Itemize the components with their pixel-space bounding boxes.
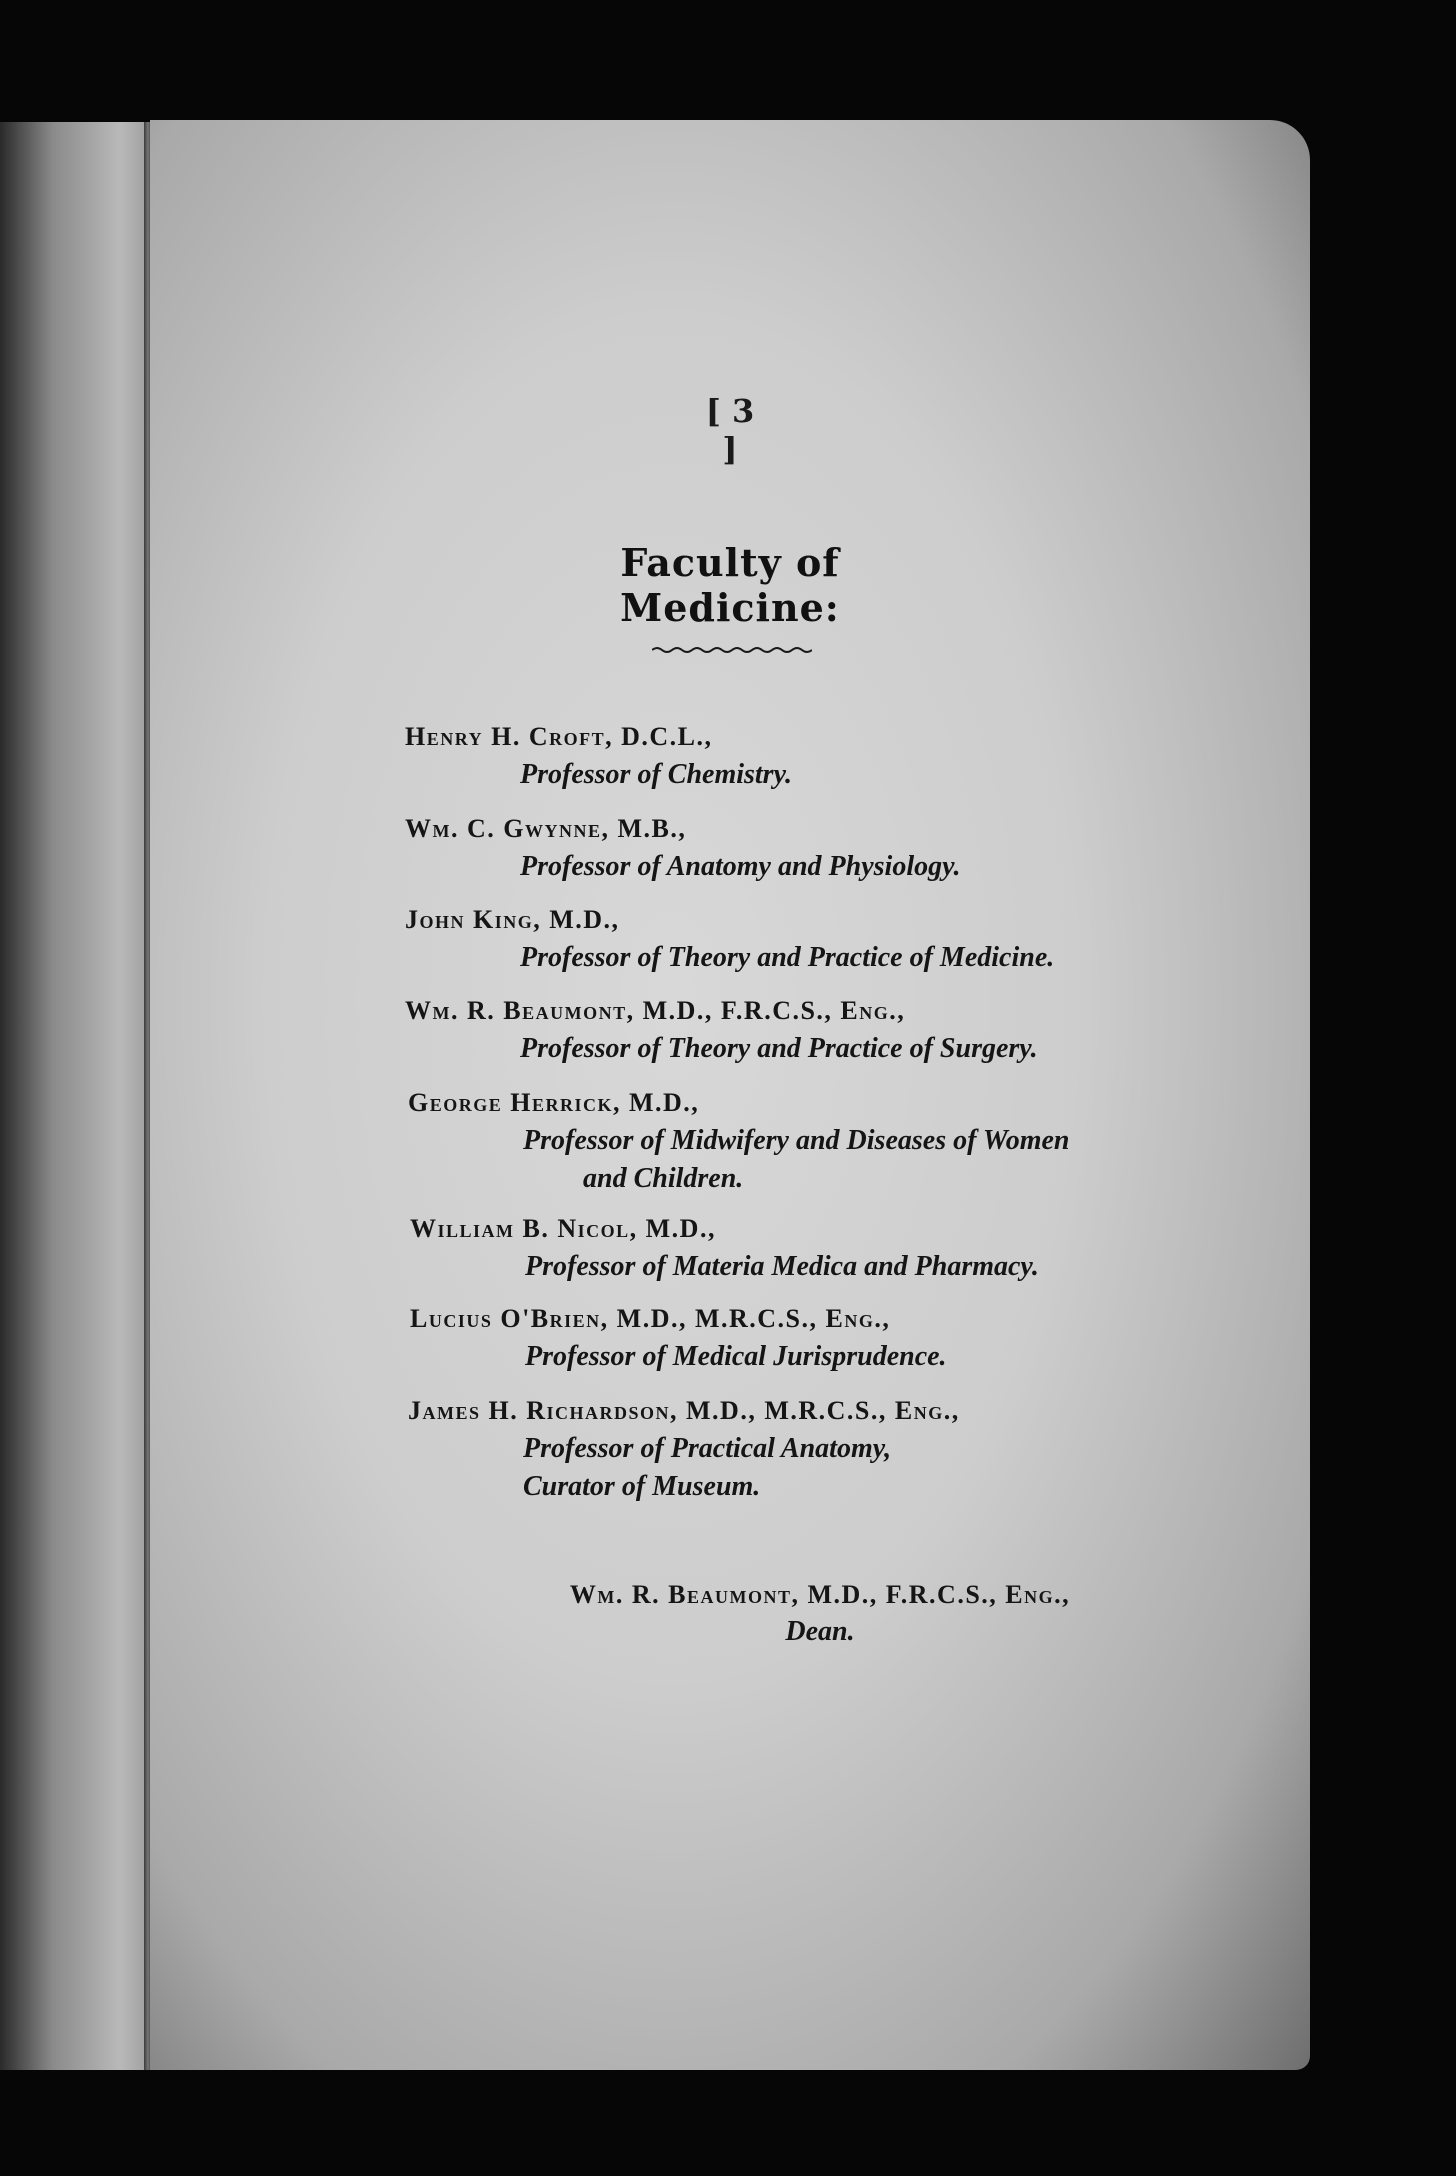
faculty-title-continued: Curator of Museum. xyxy=(523,1471,761,1502)
faculty-name: William B. Nicol, M.D., xyxy=(410,1214,716,1243)
faculty-name: Wm. R. Beaumont, M.D., F.R.C.S., Eng., xyxy=(405,996,906,1025)
faculty-title: Professor of Medical Jurisprudence. xyxy=(525,1341,947,1372)
faculty-title: Professor of Anatomy and Physiology. xyxy=(520,851,961,882)
faculty-title: Professor of Theory and Practice of Surgery. xyxy=(520,1033,1038,1064)
decorative-rule xyxy=(652,645,812,655)
faculty-title: Professor of Theory and Practice of Medicine. xyxy=(520,942,1055,973)
faculty-title: Professor of Midwifery and Diseases of Women xyxy=(523,1125,1070,1156)
facing-page-edge xyxy=(0,122,150,2070)
faculty-entry xyxy=(410,1304,947,1376)
faculty-title: Professor of Chemistry. xyxy=(520,759,792,790)
faculty-entry xyxy=(410,1214,1039,1286)
faculty-name: Wm. C. Gwynne, M.B., xyxy=(405,814,687,843)
faculty-entry xyxy=(408,1088,1070,1198)
faculty-title: Professor of Materia Medica and Pharmacy. xyxy=(525,1251,1039,1282)
page-number: [ 3 ] xyxy=(705,392,755,468)
faculty-entry xyxy=(405,814,960,886)
faculty-entry xyxy=(408,1396,960,1506)
dean-signature-block xyxy=(555,1580,1085,1648)
faculty-name: Henry H. Croft, D.C.L., xyxy=(405,722,713,751)
faculty-title: Professor of Practical Anatomy, xyxy=(523,1433,892,1464)
dean-title: Dean. xyxy=(785,1616,855,1647)
faculty-name: Lucius O'Brien, M.D., M.R.C.S., Eng., xyxy=(410,1304,891,1333)
faculty-entry xyxy=(405,905,1054,977)
faculty-entry xyxy=(405,996,1038,1068)
dean-name: Wm. R. Beaumont, M.D., F.R.C.S., Eng., xyxy=(569,1580,1071,1609)
faculty-title-continued: and Children. xyxy=(583,1163,744,1194)
faculty-name: George Herrick, M.D., xyxy=(408,1088,700,1117)
faculty-name: James H. Richardson, M.D., M.R.C.S., Eng., xyxy=(408,1396,960,1425)
faculty-name: John King, M.D., xyxy=(405,905,620,934)
page-heading: Faculty of Medicine: xyxy=(620,540,840,630)
faculty-entry xyxy=(405,722,792,794)
